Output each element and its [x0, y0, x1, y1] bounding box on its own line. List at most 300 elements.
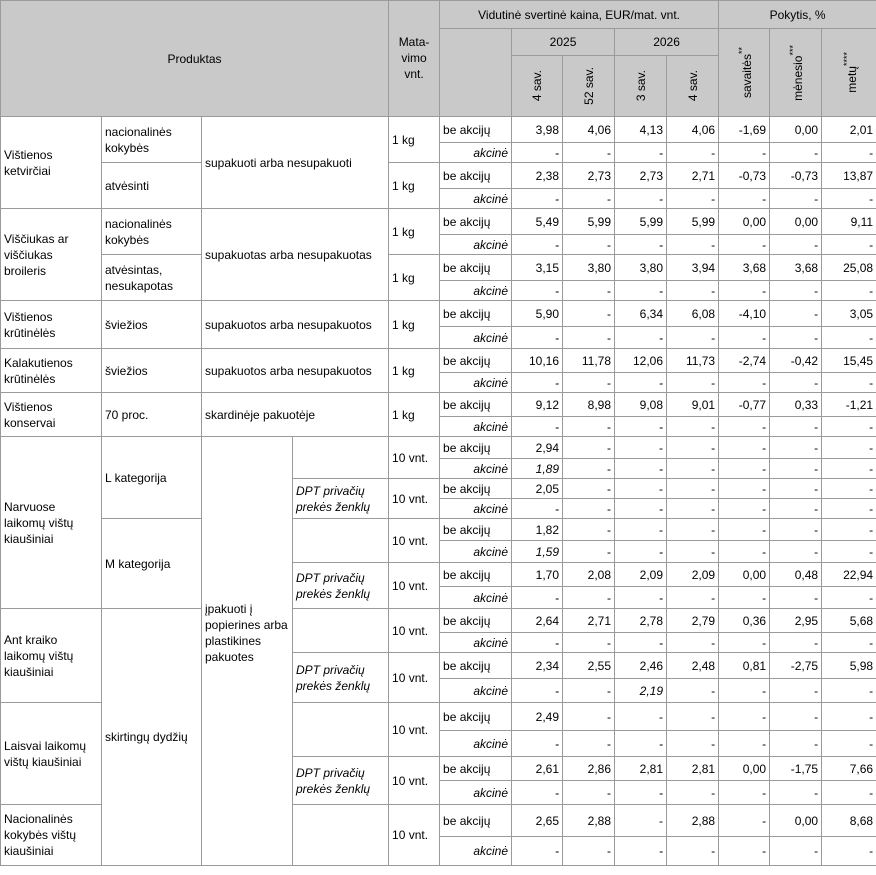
value-cell: 2,78 [615, 609, 667, 633]
value-cell: 4,06 [667, 117, 719, 143]
empty-cell [293, 609, 389, 653]
value-cell: 5,99 [615, 209, 667, 235]
value-cell: 12,06 [615, 349, 667, 373]
unit-label: 1 kg [389, 163, 440, 209]
value-cell: - [615, 189, 667, 209]
header-week-3-2026: 3 sav. [615, 56, 667, 117]
sub-label: atvėsinti [102, 163, 202, 209]
value-cell: 5,98 [822, 653, 876, 679]
value-cell: -2,75 [770, 653, 822, 679]
value-cell: - [615, 459, 667, 479]
value-cell: 2,19 [615, 679, 667, 703]
value-cell: 2,65 [512, 805, 563, 837]
value-cell: - [615, 143, 667, 163]
value-cell: - [563, 437, 615, 459]
value-cell: - [615, 781, 667, 805]
value-cell: - [770, 373, 822, 393]
value-cell: 3,15 [512, 255, 563, 281]
value-cell: - [770, 417, 822, 437]
value-cell: - [563, 633, 615, 653]
pack-label: įpakuoti į popierines arba plastikines pakuotes [202, 437, 293, 866]
pack-label: supakuotos arba nesupakuotos [202, 301, 389, 349]
value-cell: - [512, 235, 563, 255]
value-cell: 2,48 [667, 653, 719, 679]
value-cell: 5,99 [667, 209, 719, 235]
value-cell: - [667, 143, 719, 163]
value-cell: - [719, 189, 770, 209]
pack-label: supakuotas arba nesupakuotas [202, 209, 389, 301]
value-cell: 5,99 [563, 209, 615, 235]
value-cell: - [615, 731, 667, 757]
dpt-label: DPT privačių prekės ženklų [293, 563, 389, 609]
value-cell: 2,79 [667, 609, 719, 633]
value-cell: - [719, 781, 770, 805]
value-cell: - [822, 703, 876, 731]
value-cell: - [822, 437, 876, 459]
header-blank [440, 29, 512, 117]
promo-label: akcinė [440, 731, 512, 757]
value-cell: - [615, 417, 667, 437]
value-cell: - [563, 459, 615, 479]
promo-label: akcinė [440, 143, 512, 163]
empty-cell [293, 519, 389, 563]
value-cell: - [667, 541, 719, 563]
value-cell: - [563, 499, 615, 519]
value-cell: 2,55 [563, 653, 615, 679]
value-cell: - [719, 417, 770, 437]
header-week-4-2026: 4 sav. [667, 56, 719, 117]
value-cell: - [667, 327, 719, 349]
value-cell: - [615, 837, 667, 866]
regular-label: be akcijų [440, 163, 512, 189]
value-cell: 9,12 [512, 393, 563, 417]
promo-label: akcinė [440, 499, 512, 519]
value-cell: - [822, 781, 876, 805]
sub-label: 70 proc. [102, 393, 202, 437]
value-cell: 1,89 [512, 459, 563, 479]
value-cell: - [822, 499, 876, 519]
regular-label: be akcijų [440, 519, 512, 541]
header-produktas: Produktas [1, 1, 389, 117]
value-cell: 2,71 [667, 163, 719, 189]
value-cell: 2,86 [563, 757, 615, 781]
group-label: Ant kraiko laikomų vištų kiaušiniai [1, 609, 102, 703]
unit-label: 10 vnt. [389, 653, 440, 703]
value-cell: 2,05 [512, 479, 563, 499]
value-cell: -1,21 [822, 393, 876, 417]
value-cell: - [822, 459, 876, 479]
value-cell: - [615, 519, 667, 541]
value-cell: 2,01 [822, 117, 876, 143]
value-cell: - [512, 143, 563, 163]
value-cell: 2,34 [512, 653, 563, 679]
value-cell: - [719, 633, 770, 653]
unit-label: 10 vnt. [389, 563, 440, 609]
promo-label: akcinė [440, 781, 512, 805]
value-cell: - [822, 373, 876, 393]
header-year-2026: 2026 [615, 29, 719, 56]
value-cell: 0,00 [770, 805, 822, 837]
value-cell: - [770, 235, 822, 255]
value-cell: 2,09 [667, 563, 719, 587]
value-cell: 8,68 [822, 805, 876, 837]
sub-label: atvėsintas, nesukapotas [102, 255, 202, 301]
value-cell: - [512, 837, 563, 866]
value-cell: - [822, 541, 876, 563]
unit-label: 1 kg [389, 301, 440, 349]
value-cell: - [512, 373, 563, 393]
value-cell: - [563, 703, 615, 731]
empty-cell [293, 703, 389, 757]
unit-label: 1 kg [389, 255, 440, 301]
sub-label: šviežios [102, 349, 202, 393]
value-cell: - [719, 731, 770, 757]
value-cell: - [822, 519, 876, 541]
value-cell: - [615, 633, 667, 653]
value-cell: - [563, 327, 615, 349]
sub-label: šviežios [102, 301, 202, 349]
value-cell: 11,73 [667, 349, 719, 373]
dpt-label: DPT privačių prekės ženklų [293, 479, 389, 519]
value-cell: - [667, 437, 719, 459]
value-cell: 11,78 [563, 349, 615, 373]
value-cell: -0,42 [770, 349, 822, 373]
value-cell: - [719, 327, 770, 349]
value-cell: 2,81 [615, 757, 667, 781]
value-cell: - [512, 587, 563, 609]
value-cell: - [615, 373, 667, 393]
value-cell: 2,46 [615, 653, 667, 679]
value-cell: 0,00 [719, 757, 770, 781]
value-cell: - [822, 417, 876, 437]
value-cell: - [822, 327, 876, 349]
value-cell: - [770, 327, 822, 349]
header-week-52-2025: 52 sav. [563, 56, 615, 117]
value-cell: - [615, 499, 667, 519]
regular-label: be akcijų [440, 563, 512, 587]
value-cell: - [512, 417, 563, 437]
value-cell: - [512, 731, 563, 757]
promo-label: akcinė [440, 459, 512, 479]
value-cell: - [822, 679, 876, 703]
value-cell: - [719, 373, 770, 393]
group-label: Nacionalinės kokybės vištų kiaušiniai [1, 805, 102, 866]
value-cell: - [563, 189, 615, 209]
value-cell: - [563, 373, 615, 393]
dpt-label: DPT privačių prekės ženklų [293, 653, 389, 703]
value-cell: - [563, 781, 615, 805]
header-change: Pokytis, % [719, 1, 876, 29]
value-cell: - [563, 587, 615, 609]
promo-label: akcinė [440, 281, 512, 301]
value-cell: - [615, 235, 667, 255]
sub-label: nacionalinės kokybės [102, 117, 202, 163]
value-cell: 9,11 [822, 209, 876, 235]
value-cell: - [822, 731, 876, 757]
value-cell: - [512, 633, 563, 653]
value-cell: - [770, 541, 822, 563]
value-cell: - [719, 437, 770, 459]
sub-label: nacionalinės kokybės [102, 209, 202, 255]
value-cell: - [719, 143, 770, 163]
unit-label: 10 vnt. [389, 805, 440, 866]
value-cell: 0,00 [719, 563, 770, 587]
value-cell: - [512, 679, 563, 703]
value-cell: - [770, 781, 822, 805]
regular-label: be akcijų [440, 393, 512, 417]
value-cell: - [822, 633, 876, 653]
value-cell: - [719, 703, 770, 731]
value-cell: 0,81 [719, 653, 770, 679]
value-cell: - [667, 281, 719, 301]
value-cell: 9,01 [667, 393, 719, 417]
regular-label: be akcijų [440, 703, 512, 731]
value-cell: - [667, 837, 719, 866]
header-change-year: metų**** [822, 29, 876, 117]
value-cell: - [615, 281, 667, 301]
value-cell: - [770, 499, 822, 519]
regular-label: be akcijų [440, 301, 512, 327]
group-label: Viščiukas ar viščiukas broileris [1, 209, 102, 301]
group-label: Vištienos ketvirčiai [1, 117, 102, 209]
value-cell: - [563, 731, 615, 757]
value-cell: -0,73 [770, 163, 822, 189]
group-label: Narvuose laikomų vištų kiaušiniai [1, 437, 102, 609]
value-cell: 2,81 [667, 757, 719, 781]
value-cell: - [512, 499, 563, 519]
value-cell: 15,45 [822, 349, 876, 373]
value-cell: - [512, 281, 563, 301]
value-cell: - [512, 781, 563, 805]
value-cell: 8,98 [563, 393, 615, 417]
value-cell: - [770, 633, 822, 653]
sub-label: M kategorija [102, 519, 202, 609]
value-cell: 2,61 [512, 757, 563, 781]
value-cell: - [667, 703, 719, 731]
value-cell: - [563, 837, 615, 866]
value-cell: 3,80 [563, 255, 615, 281]
value-cell: 2,88 [667, 805, 719, 837]
value-cell: -0,77 [719, 393, 770, 417]
value-cell: - [770, 281, 822, 301]
dpt-label: DPT privačių prekės ženklų [293, 757, 389, 805]
value-cell: - [719, 837, 770, 866]
value-cell: - [822, 479, 876, 499]
unit-label: 1 kg [389, 117, 440, 163]
value-cell: 10,16 [512, 349, 563, 373]
promo-label: akcinė [440, 633, 512, 653]
value-cell: 2,38 [512, 163, 563, 189]
header-year-2025: 2025 [512, 29, 615, 56]
group-label: Vištienos konservai [1, 393, 102, 437]
promo-label: akcinė [440, 235, 512, 255]
group-label: Kalakutienos krūtinėlės [1, 349, 102, 393]
value-cell: -4,10 [719, 301, 770, 327]
value-cell: 2,88 [563, 805, 615, 837]
value-cell: 5,68 [822, 609, 876, 633]
value-cell: - [770, 437, 822, 459]
value-cell: -1,69 [719, 117, 770, 143]
value-cell: - [667, 189, 719, 209]
value-cell: - [719, 499, 770, 519]
value-cell: - [770, 587, 822, 609]
value-cell: -0,73 [719, 163, 770, 189]
regular-label: be akcijų [440, 117, 512, 143]
value-cell: 5,90 [512, 301, 563, 327]
value-cell: 9,08 [615, 393, 667, 417]
pack-label: supakuotos arba nesupakuotos [202, 349, 389, 393]
value-cell: - [822, 281, 876, 301]
value-cell: - [563, 281, 615, 301]
value-cell: - [770, 143, 822, 163]
value-cell: - [719, 235, 770, 255]
value-cell: 22,94 [822, 563, 876, 587]
regular-label: be akcijų [440, 479, 512, 499]
value-cell: 0,00 [770, 209, 822, 235]
value-cell: 0,33 [770, 393, 822, 417]
value-cell: 0,48 [770, 563, 822, 587]
value-cell: 5,49 [512, 209, 563, 235]
value-cell: 4,13 [615, 117, 667, 143]
value-cell: 0,36 [719, 609, 770, 633]
value-cell: - [667, 235, 719, 255]
value-cell: 13,87 [822, 163, 876, 189]
sub-label: L kategorija [102, 437, 202, 519]
value-cell: - [563, 143, 615, 163]
value-cell: 6,08 [667, 301, 719, 327]
header-change-month: mėnesio*** [770, 29, 822, 117]
unit-label: 1 kg [389, 209, 440, 255]
value-cell: - [770, 837, 822, 866]
value-cell: - [822, 235, 876, 255]
unit-label: 10 vnt. [389, 609, 440, 653]
value-cell: - [822, 837, 876, 866]
value-cell: - [770, 479, 822, 499]
value-cell: - [667, 459, 719, 479]
value-cell: - [719, 587, 770, 609]
value-cell: - [512, 327, 563, 349]
value-cell: 3,68 [770, 255, 822, 281]
value-cell: - [770, 301, 822, 327]
value-cell: 2,71 [563, 609, 615, 633]
value-cell: - [667, 633, 719, 653]
value-cell: - [770, 679, 822, 703]
regular-label: be akcijų [440, 349, 512, 373]
value-cell: 3,68 [719, 255, 770, 281]
value-cell: 2,73 [615, 163, 667, 189]
value-cell: 2,09 [615, 563, 667, 587]
value-cell: - [822, 189, 876, 209]
promo-label: akcinė [440, 679, 512, 703]
unit-label: 1 kg [389, 393, 440, 437]
value-cell: 3,98 [512, 117, 563, 143]
promo-label: akcinė [440, 417, 512, 437]
value-cell: - [719, 805, 770, 837]
value-cell: - [770, 731, 822, 757]
regular-label: be akcijų [440, 757, 512, 781]
pack-label: supakuoti arba nesupakuoti [202, 117, 389, 209]
value-cell: - [563, 417, 615, 437]
promo-label: akcinė [440, 587, 512, 609]
value-cell: - [615, 805, 667, 837]
value-cell: 1,59 [512, 541, 563, 563]
value-cell: 7,66 [822, 757, 876, 781]
value-cell: 0,00 [770, 117, 822, 143]
value-cell: - [770, 459, 822, 479]
regular-label: be akcijų [440, 609, 512, 633]
promo-label: akcinė [440, 541, 512, 563]
value-cell: - [615, 479, 667, 499]
value-cell: - [719, 541, 770, 563]
value-cell: - [719, 281, 770, 301]
value-cell: - [770, 519, 822, 541]
value-cell: - [563, 519, 615, 541]
promo-label: akcinė [440, 189, 512, 209]
value-cell: - [615, 327, 667, 349]
regular-label: be akcijų [440, 209, 512, 235]
header-week-4-2025: 4 sav. [512, 56, 563, 117]
value-cell: - [822, 587, 876, 609]
value-cell: - [512, 189, 563, 209]
value-cell: - [615, 587, 667, 609]
value-cell: 4,06 [563, 117, 615, 143]
value-cell: 2,94 [512, 437, 563, 459]
regular-label: be akcijų [440, 805, 512, 837]
value-cell: - [563, 479, 615, 499]
empty-cell [293, 805, 389, 866]
value-cell: - [667, 781, 719, 805]
unit-label: 10 vnt. [389, 437, 440, 479]
value-cell: - [667, 731, 719, 757]
value-cell: - [770, 189, 822, 209]
value-cell: - [615, 703, 667, 731]
unit-label: 10 vnt. [389, 519, 440, 563]
value-cell: 2,08 [563, 563, 615, 587]
value-cell: - [667, 373, 719, 393]
value-cell: - [563, 235, 615, 255]
regular-label: be akcijų [440, 437, 512, 459]
value-cell: 25,08 [822, 255, 876, 281]
value-cell: -1,75 [770, 757, 822, 781]
value-cell: 2,64 [512, 609, 563, 633]
promo-label: akcinė [440, 837, 512, 866]
unit-label: 10 vnt. [389, 757, 440, 805]
value-cell: - [667, 417, 719, 437]
regular-label: be akcijų [440, 653, 512, 679]
value-cell: 3,05 [822, 301, 876, 327]
header-change-week: savaitės** [719, 29, 770, 117]
value-cell: - [615, 541, 667, 563]
pack-label: skardinėje pakuotėje [202, 393, 389, 437]
value-cell: - [719, 679, 770, 703]
group-label: Vištienos krūtinėlės [1, 301, 102, 349]
regular-label: be akcijų [440, 255, 512, 281]
value-cell: 1,82 [512, 519, 563, 541]
value-cell: - [563, 541, 615, 563]
value-cell: - [563, 679, 615, 703]
value-cell: - [719, 479, 770, 499]
value-cell: 1,70 [512, 563, 563, 587]
value-cell: 3,94 [667, 255, 719, 281]
value-cell: - [667, 679, 719, 703]
value-cell: 2,73 [563, 163, 615, 189]
value-cell: 2,95 [770, 609, 822, 633]
unit-label: 1 kg [389, 349, 440, 393]
group-label: Laisvai laikomų vištų kiaušiniai [1, 703, 102, 805]
empty-cell [293, 437, 389, 479]
sub-label: skirtingų dydžių [102, 609, 202, 866]
promo-label: akcinė [440, 327, 512, 349]
